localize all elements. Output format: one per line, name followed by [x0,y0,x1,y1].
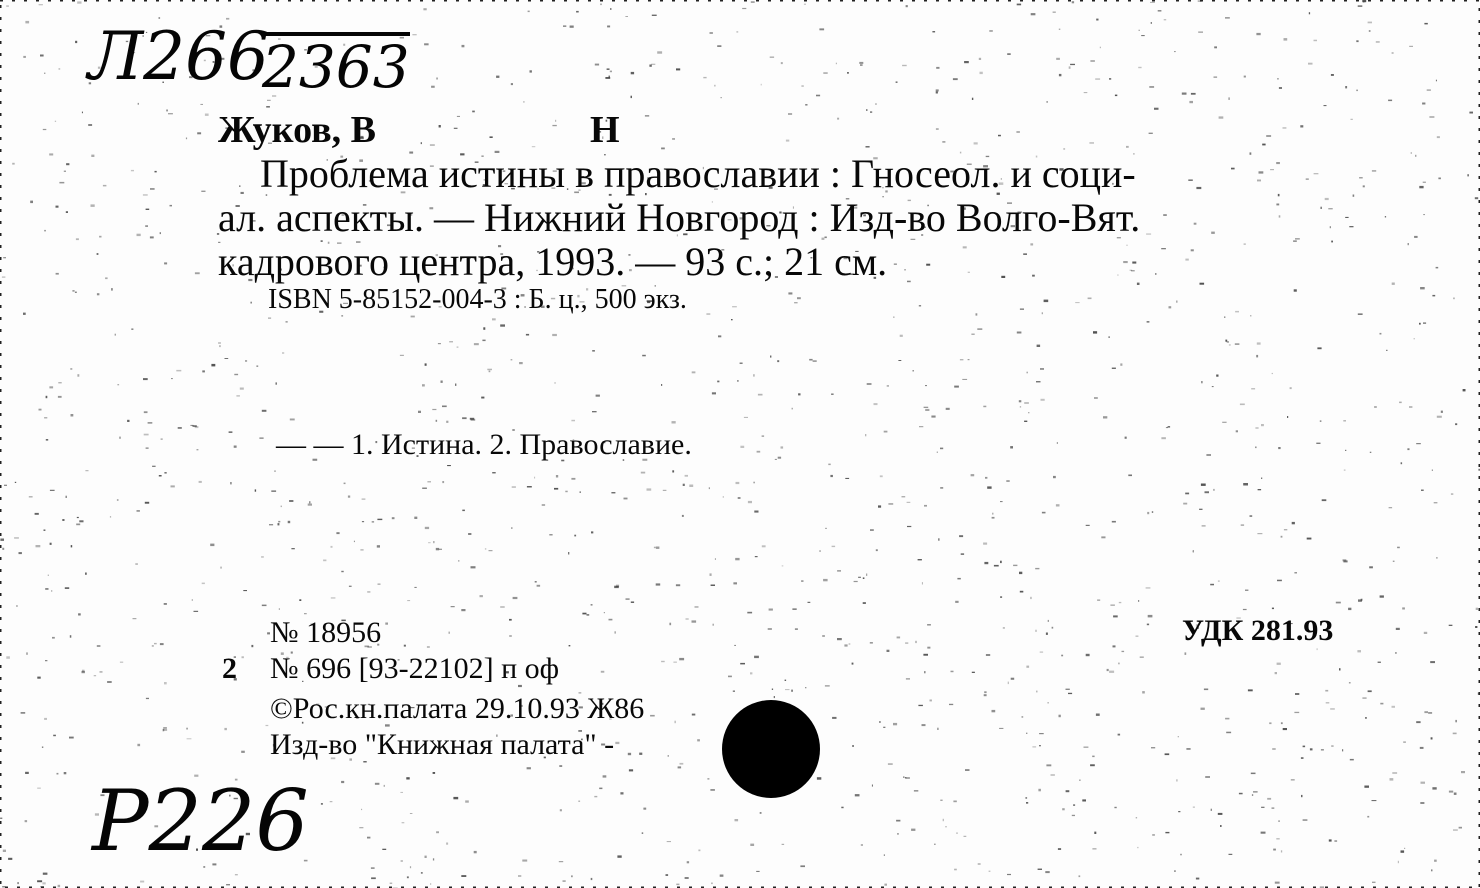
handwritten-accession-number: 2363 [262,33,410,101]
subject-headings: — — 1. Истина. 2. Православие. [276,428,692,461]
handwritten-shelf-mark: Р226 [92,772,309,870]
isbn-line: ISBN 5-85152-004-3 : Б. ц., 500 экз. [268,284,687,315]
copyright-line: ©Рос.кн.палата 29.10.93 Ж86 [270,692,645,725]
handwritten-call-number: Л266 [88,18,270,95]
punch-hole [722,700,820,798]
author-name: Жуков, В [218,109,376,151]
record-number: № 18956 [270,616,382,649]
imprint-line: кадрового центра, 1993. — 93 с.; 21 см. [218,239,888,284]
publisher-line: Изд-во "Книжная палата" - [270,728,615,761]
order-number: № 696 [93-22102] п оф [270,652,560,685]
udk-code: УДК 281.93 [1182,614,1334,647]
title-line-2: ал. аспекты. — Нижний Новгород : Изд-во Волго-Вят. [218,195,1141,240]
author-initial: Н [590,109,620,151]
copy-count: 2 [222,652,237,685]
title-line-1: Проблема истины в православии : Гносеол. и соци- [260,151,1136,196]
